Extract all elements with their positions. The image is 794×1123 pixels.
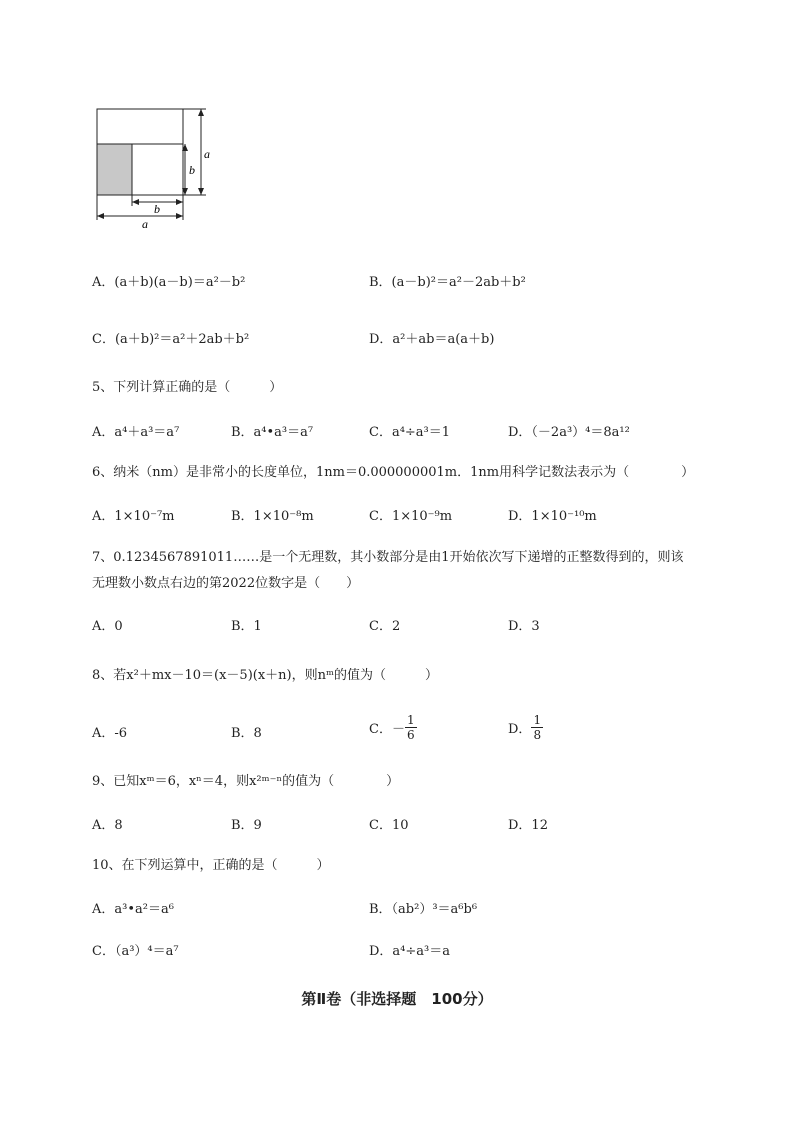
q4-option-d: D．a²＋ab＝a(a＋b) [369,332,495,347]
q6-option-a: A．1×10⁻⁷m [92,509,175,524]
q9-stem: 9、已知xᵐ＝6，xⁿ＝4，则x²ᵐ⁻ⁿ的值为（ ） [92,774,400,789]
arrow-head [198,109,204,116]
arrow-head [97,213,104,219]
q7-stem-line1: 7、0.1234567891011……是一个无理数，其小数部分是由1开始依次写下递增的正整数得到的，则该 [92,550,684,565]
q5-stem: 5、下列计算正确的是（ ） [92,380,283,395]
arrow-head [132,199,139,205]
q8-option-c [369,713,417,742]
q7-option-b: B．1 [231,619,262,634]
q9-option-c: C．10 [369,818,409,833]
q6-option-c: C．1×10⁻⁹m [369,509,453,524]
square-diagram [88,102,228,232]
q5-option-c: C．a⁴÷a³＝1 [369,425,451,440]
q5-option-a: A．a⁴＋a³＝a⁷ [92,425,180,440]
q7-option-d: D．3 [508,619,540,634]
q8-option-c-fraction [405,713,417,742]
q8-option-c-prefix: C．－ [369,722,405,737]
q8-option-d [508,713,543,742]
fraction-denominator: 6 [406,728,415,742]
q9-option-d: D．12 [508,818,548,833]
q8-option-d-fraction [531,713,543,742]
fraction-denominator: 8 [533,728,542,742]
section-title: 第Ⅱ卷（非选择题 100分） [301,990,493,1008]
q7-stem-line2: 无理数小数点右边的第2022位数字是（ ） [92,576,360,591]
shaded-rectangle [97,144,132,195]
q8-option-d-prefix: D． [508,722,532,737]
q6-option-b: B．1×10⁻⁸m [231,509,314,524]
label-b-bottom: b [154,202,160,216]
arrow-head [176,213,183,219]
label-a-bottom: a [142,217,148,231]
q7-option-a: A．0 [92,619,123,634]
label-a-right: a [204,147,210,161]
q4-option-c: C．(a＋b)²＝a²＋2ab＋b² [92,332,250,347]
q8-option-a: A．-6 [92,726,128,741]
q10-option-b: B．（ab²）³＝a⁶b⁶ [369,902,478,917]
q4-option-b: B．(a－b)²＝a²－2ab＋b² [369,275,526,290]
q6-option-d: D．1×10⁻¹⁰m [508,509,597,524]
q8-stem: 8、若x²＋mx－10＝(x－5)(x＋n)，则nᵐ的值为（ ） [92,668,438,683]
fraction-numerator: 1 [406,713,415,727]
q9-option-a: A．8 [92,818,123,833]
q5-option-d: D．（－2a³）⁴＝8a¹² [508,425,630,440]
label-b-right: b [189,163,195,177]
arrow-head [198,188,204,195]
q7-option-c: C．2 [369,619,401,634]
q10-stem: 10、在下列运算中，正确的是（ ） [92,858,330,873]
q6-stem: 6、纳米（nm）是非常小的长度单位，1nm＝0.000000001m．1nm用科学记数法表示为（ ） [92,465,695,480]
q10-option-d: D．a⁴÷a³＝a [369,944,450,959]
q4-option-a: A．(a＋b)(a－b)＝a²－b² [92,275,246,290]
q8-option-b: B．8 [231,726,262,741]
fraction-numerator: 1 [533,713,542,727]
q5-option-b: B．a⁴•a³＝a⁷ [231,425,314,440]
q10-option-a: A．a³•a²＝a⁶ [92,902,174,917]
q10-option-c: C．（a³）⁴＝a⁷ [92,944,179,959]
arrow-head [176,199,183,205]
q9-option-b: B．9 [231,818,262,833]
